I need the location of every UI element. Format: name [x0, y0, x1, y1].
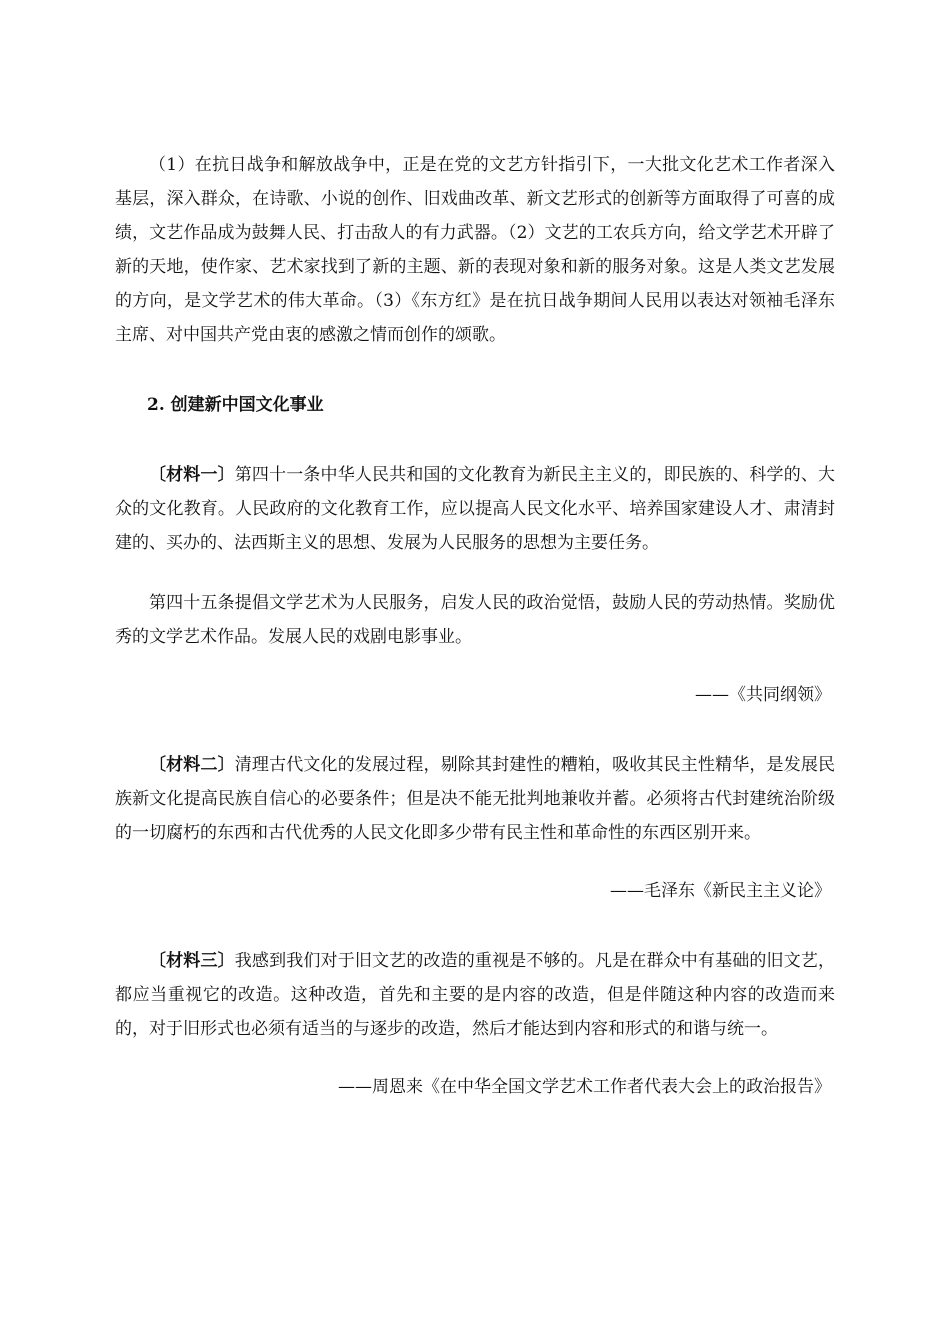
- material-one-text: 第四十一条中华人民共和国的文化教育为新民主主义的，即民族的、科学的、大众的文化教育。人民政府的文化教育工作，应以提高人民文化水平、培养国家建设人才、肃清封建的、买办的、法西斯主义的思想、发展为人民服务的思想为主要任务。: [115, 465, 836, 553]
- material-three-label: 〔材料三〕: [149, 951, 235, 971]
- section-heading: 2. 创建新中国文化事业: [147, 395, 324, 415]
- material-three-source: ——周恩来《在中华全国文学艺术工作者代表大会上的政治报告》: [338, 1077, 831, 1097]
- material-two-source: ——毛泽东《新民主主义论》: [610, 881, 831, 901]
- material-two: [115, 748, 835, 908]
- material-two-text: 清理古代文化的发展过程，剔除其封建性的糟粕，吸收其民主性精华，是发展民族新文化提高民族自信心的必要条件；但是决不能无批判地兼收并蓄。必须将古代封建统治阶级的一切腐朽的东西和古代优秀的人民文化即多少带有民主性和革命性的东西区别开来。: [115, 755, 836, 843]
- material-one: [115, 458, 835, 712]
- document-page: [115, 148, 835, 1104]
- material-two-paragraph: [115, 748, 835, 850]
- material-one-extra: 第四十五条提倡文学艺术为人民服务，启发人民的政治觉悟，鼓励人民的劳动热情。奖励优秀的文学艺术作品。发展人民的戏剧电影事业。: [115, 593, 835, 647]
- material-one-source: ——《共同纲领》: [695, 685, 831, 705]
- material-one-paragraph: [115, 458, 835, 560]
- material-two-label: 〔材料二〕: [149, 755, 235, 775]
- material-three-paragraph: [115, 944, 835, 1046]
- material-three-text: 我感到我们对于旧文艺的改造的重视是不够的。凡是在群众中有基础的旧文艺，都应当重视它的改造。这种改造，首先和主要的是内容的改造，但是伴随这种内容的改造而来的，对于旧形式也必须有适当的与逐步的改造，然后才能达到内容和形式的和谐与统一。: [115, 951, 836, 1039]
- material-one-label: 〔材料一〕: [149, 465, 235, 485]
- intro-paragraph: （1）在抗日战争和解放战争中，正是在党的文艺方针指引下，一大批文化艺术工作者深入基层，深入群众，在诗歌、小说的创作、旧戏曲改革、新文艺形式的创新等方面取得了可喜的成绩，文艺作品成为鼓舞人民、打击敌人的有力武器。（2）文艺的工农兵方向，给文学艺术开辟了新的天地，使作家、艺术家找到了新的主题、新的表现对象和新的服务对象。这是人类文艺发展的方向，是文学艺术的伟大革命。（3）《东方红》是在抗日战争期间人民用以表达对领袖毛泽东主席、对中国共产党由衷的感激之情而创作的颂歌。: [115, 155, 835, 345]
- material-three: [115, 944, 835, 1104]
